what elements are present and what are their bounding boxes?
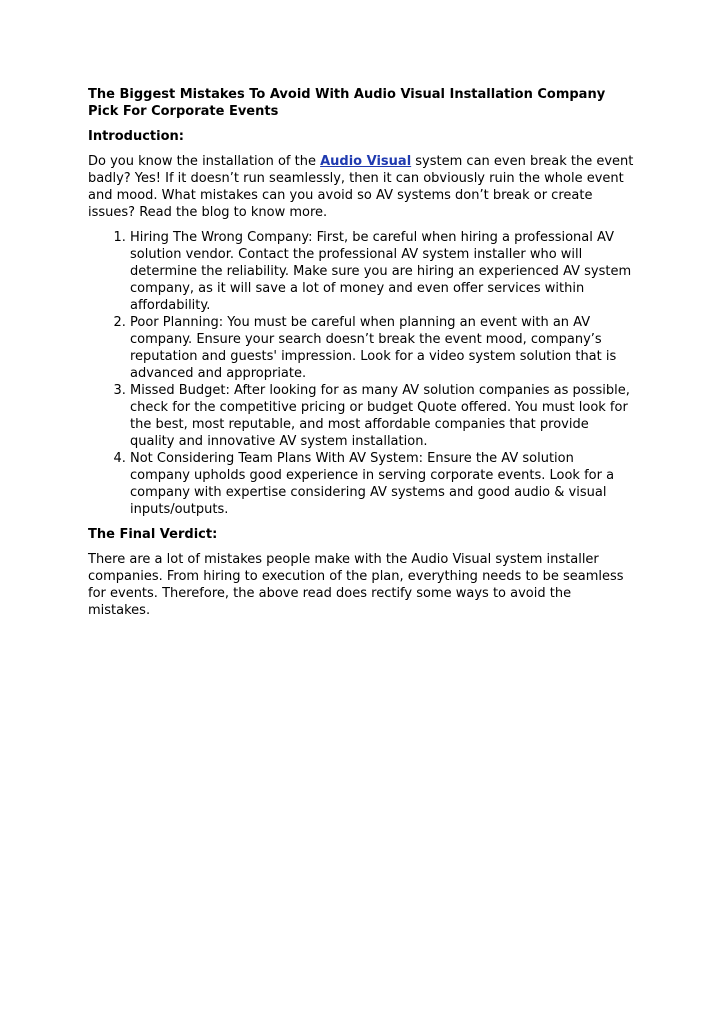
document-title: The Biggest Mistakes To Avoid With Audio Visual Installation Company Pick For Corporate Events bbox=[88, 87, 606, 119]
audio-visual-link[interactable]: Audio Visual bbox=[320, 154, 412, 169]
intro-text-before-link: Do you know the installation of the bbox=[88, 154, 321, 169]
list-item: 3. Missed Budget: After looking for as many AV solution companies as possible, check for the competitive pricing or budget Quote offered. You must look for the best, most reputable, and most affordable companies that provide quality and innovative AV system installation. bbox=[130, 382, 632, 450]
final-verdict-heading: The Final Verdict: bbox=[88, 527, 218, 542]
final-verdict-paragraph: There are a lot of mistakes people make with the Audio Visual system installer companies. From hiring to execution of the plan, everything needs to be seamless for events. Therefore, the above read does rectify some ways to avoid the mistakes. bbox=[88, 552, 624, 618]
introduction-heading: Introduction: bbox=[88, 129, 184, 144]
mistakes-list bbox=[88, 229, 632, 518]
intro-text-after-link: system can even break the event badly? Yes! If it doesn’t run seamlessly, then it can obviously ruin the whole event and mood. What mistakes can you avoid so AV systems don’t break or create issues? Read the blog to know more. bbox=[88, 154, 634, 220]
introduction-paragraph bbox=[88, 153, 636, 221]
list-item: 4. Not Considering Team Plans With AV System: Ensure the AV solution company upholds good experience in serving corporate events. Look for a company with expertise considering AV systems and good audio & visual inputs/outputs. bbox=[130, 450, 632, 518]
list-item: 2. Poor Planning: You must be careful when planning an event with an AV company. Ensure your search doesn’t break the event mood, company’s reputation and guests' impression. Look for a video system solution that is advanced and appropriate. bbox=[130, 314, 632, 382]
list-item: 1. Hiring The Wrong Company: First, be careful when hiring a professional AV solution vendor. Contact the professional AV system installer who will determine the reliability. Make sure you are hiring an experienced AV system company, as it will save a lot of money and even offer services within affordability. bbox=[130, 229, 632, 314]
